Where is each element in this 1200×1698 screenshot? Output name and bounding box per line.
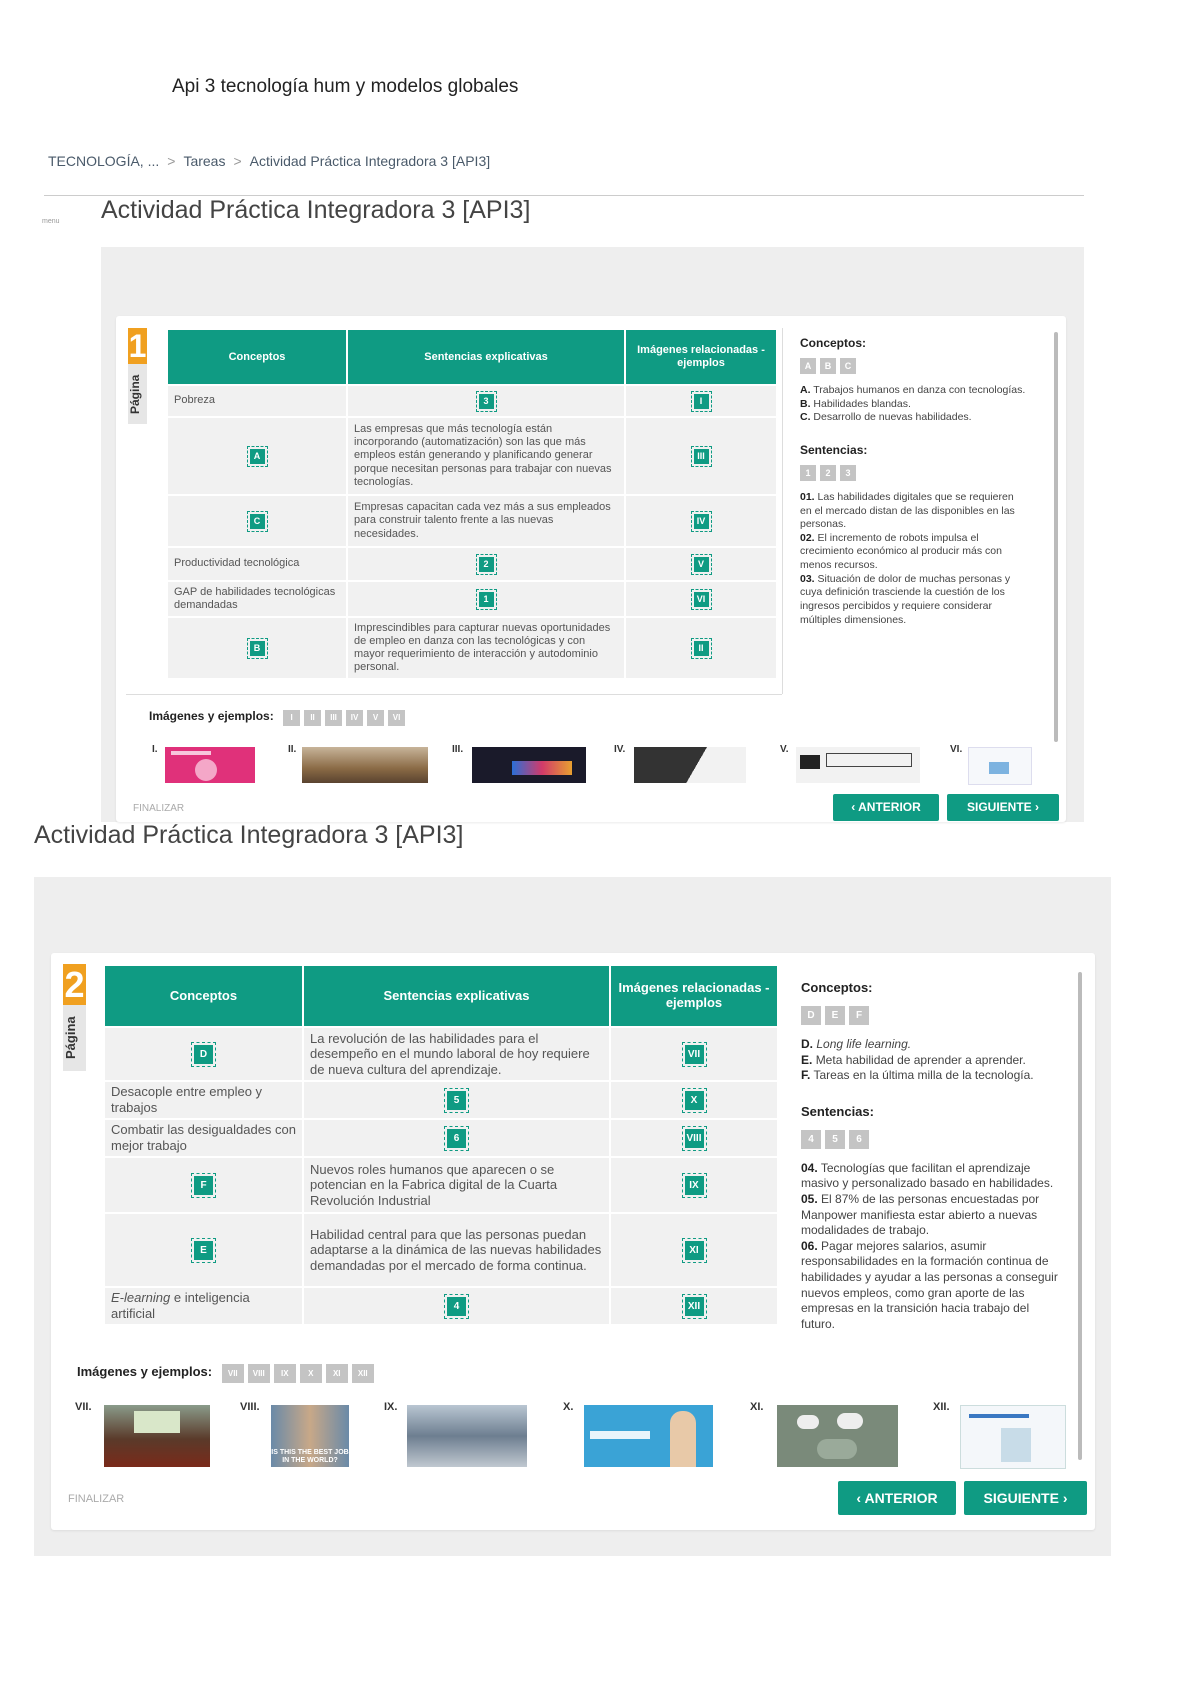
- sentences-heading: Sentencias:: [800, 442, 868, 457]
- concept-token[interactable]: F: [194, 1176, 213, 1195]
- image-box[interactable]: III: [325, 710, 342, 726]
- image-token[interactable]: IV: [694, 514, 709, 529]
- table-row: [167, 547, 777, 581]
- image-box[interactable]: XII: [352, 1364, 374, 1383]
- thumb-label: X.: [563, 1401, 574, 1413]
- table-row: [167, 617, 777, 679]
- image-cell[interactable]: [610, 1213, 778, 1287]
- chevron-left-icon: ‹: [856, 1490, 862, 1506]
- page-title: Actividad Práctica Integradora 3 [API3]: [34, 821, 464, 849]
- document-title: Api 3 tecnología hum y modelos globales: [172, 76, 519, 97]
- chevron-right-icon: ›: [1035, 800, 1040, 814]
- chevron-right-icon: ›: [1062, 1490, 1068, 1506]
- image-cell[interactable]: [610, 1081, 778, 1119]
- concept-cell: Pobreza: [167, 385, 347, 417]
- image-cell[interactable]: [610, 1157, 778, 1213]
- image-box[interactable]: VII: [222, 1364, 244, 1383]
- breadcrumb-separator: >: [167, 153, 176, 169]
- thumb-image-viii[interactable]: [271, 1405, 349, 1467]
- side-panel-2: [801, 980, 1071, 1332]
- image-box[interactable]: XI: [326, 1364, 348, 1383]
- header-images: Imágenes relacionadas - ejemplos: [610, 965, 778, 1027]
- concept-box[interactable]: F: [849, 1006, 869, 1025]
- sentence-cell[interactable]: [303, 1081, 610, 1119]
- sentence-token[interactable]: 3: [479, 394, 494, 409]
- sentences-list: [800, 491, 1025, 627]
- sentence-token[interactable]: 6: [447, 1129, 466, 1148]
- image-box[interactable]: VIII: [248, 1364, 270, 1383]
- list-item: 05. El 87% de las personas encuestadas por Manpower manifiesta estar abierto a nuevas modalidades de trabajo.: [801, 1191, 1040, 1238]
- concept-box[interactable]: B: [820, 358, 836, 374]
- list-item: C. Desarrollo de nuevas habilidades.: [800, 411, 972, 424]
- image-cell[interactable]: [610, 1287, 778, 1325]
- list-item: B. Habilidades blandas.: [800, 397, 911, 410]
- page-title: Actividad Práctica Integradora 3 [API3]: [101, 196, 531, 224]
- thumb-label: VI.: [950, 744, 963, 755]
- sentence-cell: Habilidad central para que las personas puedan adaptarse a la dinámica de las nuevas habilidades demandadas por el mercado de forma continua.: [303, 1213, 610, 1287]
- image-cell[interactable]: [625, 495, 777, 547]
- matching-table-2: [103, 964, 779, 1326]
- concept-cell[interactable]: [104, 1213, 303, 1287]
- image-cell[interactable]: [610, 1027, 778, 1081]
- sentence-box[interactable]: 4: [801, 1130, 821, 1149]
- list-item: 02. El incremento de robots impulsa el crecimiento económico al producir más con menos recursos.: [800, 531, 1002, 572]
- table-row: [167, 495, 777, 547]
- concept-cell: [104, 1287, 303, 1325]
- concept-box[interactable]: E: [825, 1006, 845, 1025]
- thumb-image-v[interactable]: [796, 747, 920, 783]
- breadcrumb-tasks[interactable]: Tareas: [183, 153, 226, 169]
- table-row: [167, 581, 777, 617]
- image-token[interactable]: XI: [685, 1241, 704, 1260]
- sentence-cell[interactable]: [303, 1119, 610, 1157]
- chevron-left-icon: ‹: [851, 800, 856, 814]
- matching-table-1: [166, 328, 778, 680]
- images-bar-2: [77, 1364, 378, 1383]
- list-item: 06. Pagar mejores salarios, asumir responsabilidades en la formación continua de habilidades y ayudar a las personas a conseguir nuevos empleos, como gran aporte de las empresas en la transición hacia trabajo del futuro.: [801, 1238, 1058, 1331]
- table-row: [167, 385, 777, 417]
- images-label: Imágenes y ejemplos:: [77, 1364, 213, 1379]
- divider: [782, 328, 783, 694]
- sentence-cell: Las empresas que más tecnología están incorporando (automatización) son las que más empleos están generando y planificando generar porque necesitan personas para trabajar con nuevas tecnologías.: [347, 417, 625, 495]
- list-item: 01. Las habilidades digitales que se requieren en el mercado distan de las disponibles en las personas.: [800, 490, 1015, 531]
- header-concepts: Conceptos: [167, 329, 347, 385]
- image-token[interactable]: IX: [685, 1176, 704, 1195]
- thumb-image-iii[interactable]: [472, 747, 586, 783]
- table-row: [104, 1287, 778, 1325]
- sentence-box[interactable]: 3: [840, 465, 856, 481]
- sentence-box[interactable]: 6: [849, 1130, 869, 1149]
- sentence-boxes: [801, 1129, 1071, 1149]
- concepts-list: [801, 1037, 1071, 1084]
- table-row: [167, 417, 777, 495]
- concept-token[interactable]: B: [250, 641, 265, 656]
- previous-label: ANTERIOR: [858, 800, 921, 814]
- concept-token[interactable]: A: [250, 449, 265, 464]
- image-token[interactable]: I: [694, 394, 709, 409]
- header-concepts: Conceptos: [104, 965, 303, 1027]
- sentence-box[interactable]: 1: [800, 465, 816, 481]
- image-box[interactable]: V: [367, 710, 384, 726]
- thumb-label: XII.: [933, 1401, 950, 1413]
- sentence-cell: La revolución de las habilidades para el desempeño en el mundo laboral de hoy requiere de nueva cultura del aprendizaje.: [303, 1027, 610, 1081]
- concept-cell: Productividad tecnológica: [167, 547, 347, 581]
- thumb-label: VII.: [75, 1401, 92, 1413]
- sentence-token[interactable]: 2: [479, 557, 494, 572]
- images-label: Imágenes y ejemplos:: [149, 709, 274, 723]
- thumb-image-xi[interactable]: [777, 1405, 898, 1467]
- table-row: [104, 1027, 778, 1081]
- image-token[interactable]: XII: [685, 1297, 704, 1316]
- sentence-cell: Nuevos roles humanos que aparecen o se potencian en la Fabrica digital de la Cuarta Revolución Industrial: [303, 1157, 610, 1213]
- concept-token[interactable]: C: [250, 514, 265, 529]
- thumb-label: III.: [452, 744, 464, 755]
- image-token[interactable]: II: [694, 641, 709, 656]
- concept-cell[interactable]: [167, 417, 347, 495]
- header-images: Imágenes relacionadas - ejemplos: [625, 329, 777, 385]
- list-item: E. Meta habilidad de aprender a aprender.: [801, 1052, 1026, 1067]
- thumb-label: II.: [288, 744, 297, 755]
- image-token[interactable]: X: [685, 1091, 704, 1110]
- sentences-list: [801, 1161, 1063, 1333]
- scrollbar[interactable]: [1078, 972, 1082, 1460]
- previous-button[interactable]: [833, 794, 939, 821]
- concept-emphasis: E-learning: [111, 1290, 171, 1306]
- concept-cell[interactable]: [167, 617, 347, 679]
- table-row: [104, 1119, 778, 1157]
- thumb-label: V.: [780, 744, 789, 755]
- concept-boxes: [801, 1005, 1071, 1025]
- concept-boxes: [800, 358, 1050, 374]
- page-number: 2: [64, 964, 85, 1005]
- concept-cell[interactable]: [167, 495, 347, 547]
- concept-cell: Combatir las desigualdades con mejor trabajo: [104, 1119, 303, 1157]
- table-row: [104, 1081, 778, 1119]
- image-box[interactable]: II: [304, 710, 321, 726]
- concept-token[interactable]: D: [194, 1045, 213, 1064]
- sentence-box[interactable]: 5: [825, 1130, 845, 1149]
- image-token[interactable]: VI: [694, 592, 709, 607]
- list-item: 03. Situación de dolor de muchas personas y cuya definición trasciende la cuestión de los ingresos percibidos y requiere considerar múltiples dimensiones.: [800, 572, 1011, 626]
- header-sentences: Sentencias explicativas: [303, 965, 610, 1027]
- header-sentences: Sentencias explicativas: [347, 329, 625, 385]
- concept-cell: GAP de habilidades tecnológicas demandadas: [167, 581, 347, 617]
- sentence-boxes: [800, 465, 1050, 481]
- concepts-list: [800, 384, 1050, 425]
- breadcrumb-current[interactable]: Actividad Práctica Integradora 3 [API3]: [249, 153, 491, 169]
- image-cell[interactable]: [625, 617, 777, 679]
- sentence-token[interactable]: 4: [447, 1297, 466, 1316]
- concept-cell[interactable]: [104, 1157, 303, 1213]
- concept-cell[interactable]: [104, 1027, 303, 1081]
- concepts-heading: Conceptos:: [800, 336, 866, 350]
- thumb-label: IX.: [384, 1401, 398, 1413]
- image-box[interactable]: I: [283, 710, 300, 726]
- sentence-cell[interactable]: [347, 581, 625, 617]
- thumb-image-iv[interactable]: [634, 747, 746, 783]
- table-row: [104, 1157, 778, 1213]
- concept-token[interactable]: E: [194, 1241, 213, 1260]
- thumb-image-ii[interactable]: [302, 747, 428, 783]
- next-label: SIGUIENTE: [966, 800, 1032, 814]
- sentences-heading: Sentencias:: [801, 1103, 874, 1119]
- list-item: F. Tareas en la última milla de la tecnología.: [801, 1068, 1034, 1083]
- sentence-token[interactable]: 5: [447, 1091, 466, 1110]
- divider: [126, 694, 782, 695]
- image-cell[interactable]: [625, 547, 777, 581]
- image-token[interactable]: VII: [685, 1045, 704, 1064]
- page-number: 1: [128, 328, 147, 364]
- thumb-image-xii[interactable]: [960, 1405, 1066, 1469]
- scrollbar[interactable]: [1054, 332, 1058, 742]
- sentence-cell[interactable]: [303, 1287, 610, 1325]
- images-bar-1: [149, 709, 409, 726]
- concept-cell: Desacople entre empleo y trabajos: [104, 1081, 303, 1119]
- next-label: SIGUIENTE: [983, 1490, 1059, 1506]
- page-label: Página: [63, 1005, 86, 1071]
- list-item: 04. Tecnologías que facilitan el aprendizaje masivo y personalizado basado en habilidades.: [801, 1160, 1054, 1191]
- image-box[interactable]: IV: [346, 710, 363, 726]
- menu-label: menu: [42, 218, 60, 225]
- concept-box[interactable]: C: [840, 358, 856, 374]
- image-cell[interactable]: [625, 385, 777, 417]
- breadcrumb-course[interactable]: TECNOLOGÍA, ...: [48, 153, 160, 169]
- image-box[interactable]: X: [300, 1364, 322, 1383]
- sentence-cell: Imprescindibles para capturar nuevas oportunidades de empleo en danza con las tecnológicas y con mayor requerimiento de interacción y autodominio personal.: [347, 617, 625, 679]
- thumb-image-vi[interactable]: [968, 747, 1032, 785]
- thumb-image-i[interactable]: [165, 747, 255, 783]
- concept-box[interactable]: D: [801, 1006, 821, 1025]
- thumb-label: VIII.: [240, 1401, 260, 1413]
- finalize-link[interactable]: FINALIZAR: [133, 803, 185, 814]
- image-box[interactable]: IX: [274, 1364, 296, 1383]
- finalize-link[interactable]: FINALIZAR: [68, 1493, 125, 1505]
- next-button[interactable]: [964, 1481, 1087, 1515]
- next-button[interactable]: [947, 794, 1059, 821]
- thumb-caption: IS THIS THE BEST JOB IN THE WORLD?: [271, 1449, 349, 1464]
- thumb-label: XI.: [750, 1401, 764, 1413]
- previous-label: ANTERIOR: [864, 1490, 938, 1506]
- list-item: D. Long life learning.: [801, 1037, 912, 1051]
- breadcrumb-separator: >: [233, 153, 242, 169]
- sentence-cell: Empresas capacitan cada vez más a sus empleados para construir talento frente a las nuevas necesidades.: [347, 495, 625, 547]
- concept-text: e inteligencia artificial: [111, 1290, 250, 1321]
- table-row: [104, 1213, 778, 1287]
- thumb-label: IV.: [614, 744, 626, 755]
- image-cell[interactable]: [610, 1119, 778, 1157]
- previous-button[interactable]: [838, 1481, 956, 1515]
- image-cell[interactable]: [625, 417, 777, 495]
- thumb-image-x[interactable]: [584, 1405, 713, 1467]
- image-cell[interactable]: [625, 581, 777, 617]
- image-token[interactable]: V: [694, 557, 709, 572]
- concept-box[interactable]: A: [800, 358, 816, 374]
- sentence-cell[interactable]: [347, 547, 625, 581]
- image-box[interactable]: VI: [388, 710, 405, 726]
- sentence-token[interactable]: 1: [479, 592, 494, 607]
- thumb-image-vii[interactable]: [104, 1405, 210, 1467]
- side-panel-1: [800, 336, 1050, 627]
- thumb-image-ix[interactable]: [407, 1405, 527, 1467]
- sentence-box[interactable]: 2: [820, 465, 836, 481]
- image-token[interactable]: VIII: [685, 1129, 704, 1148]
- breadcrumb: [48, 153, 490, 169]
- concepts-heading: Conceptos:: [801, 980, 873, 995]
- image-token[interactable]: III: [694, 449, 709, 464]
- list-item: A. Trabajos humanos en danza con tecnologías.: [800, 384, 1026, 396]
- thumb-label: I.: [152, 744, 158, 755]
- sentence-cell[interactable]: [347, 385, 625, 417]
- page-label: Página: [128, 364, 147, 424]
